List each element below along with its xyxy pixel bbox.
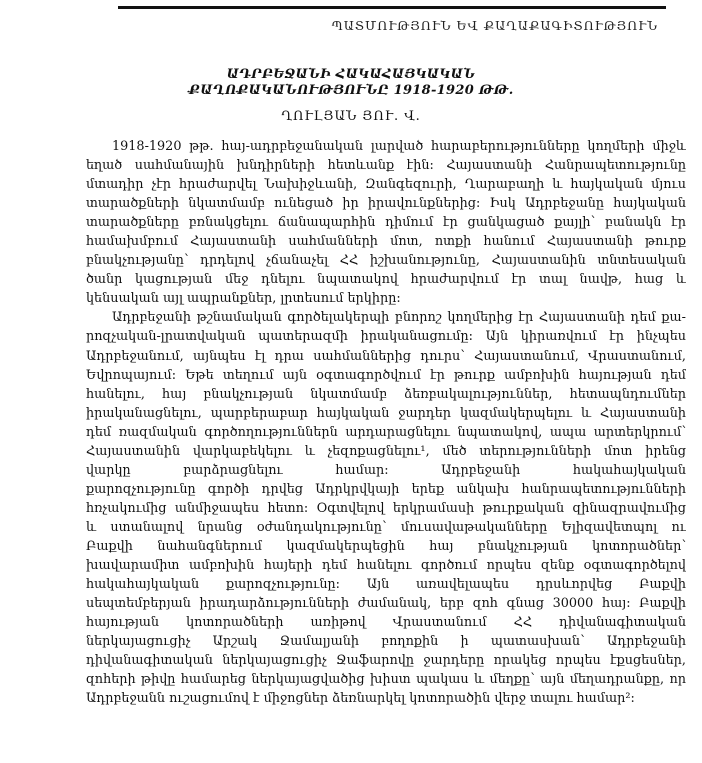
running-head: ՊԱՏՄՈՒԹՅՈՒՆ ԵՎ ՔԱՂԱՔԱԳԻՏՈՒԹՅՈՒՆ [331,18,658,33]
body-line: 1918-1920 թթ. հայ-ադրբեջանական լարված հարաբերությունները կողմերի միջև [112,139,686,154]
body-line: ներկայացուցիչ Արշակ Ջամալյանի բողոքին ի պատասխան՝ Ադրբեջանի [86,634,686,650]
body-line: Եվրոպայում: Եթե տեղում այն օգտագործվում էր թուրք ամբոխին հայության դեմ [86,367,686,383]
body-line: հանելու, հայ բնակչության նկատմամբ ձեռբակալություններ, հետապնդումներ [86,386,686,402]
body-line: ծանր կացության մեջ դնելու նպատակով հրաժարվում էր տալ նավթ, հաց և [86,272,686,288]
body-line: Ադրբեջանն ուշացումով է միջոցներ ձեռնարկել կոտորածին վերջ տալու համար²: [86,691,635,707]
author: ՂՈՒԼՅԱՆ ՅՈՒ. Վ. [281,109,421,124]
body-line: տարածքների նկատմամբ ունեցած իր իրավունքներից: Իսկ Ադրբեջանը հայկական [86,196,686,212]
body-line: զոհերի թիվը համարեց ներկայացվածից խիստ պակաս և մեղքը՝ այն մեղադրանքը, որ [86,672,686,688]
body-line: իրականացնելու, պարբերաբար հայկական ջարդեր կազմակերպելու և Հայաստանի [86,405,686,421]
body-line: կենսական այլ ապրանքներ, լրտեսում երկիրը: [86,291,401,307]
body-line: խավարամիտ ամբոխին հայերի դեմ հանելու գործում որպես զենք օգտագործելով [86,558,686,574]
body-line: հայության կոտորածների առիթով Վրաստանում ՀՀ դիվանագիտական [86,615,686,631]
body-line: հակահայկական քարոզչությունը: Այն առավելապես դրսևորվեց Բաքվի [86,577,686,593]
body-line: քարոզչությունը գործի դրվեց Ադրկրվկայի երեք անկախ հանրապետությունների [86,481,686,497]
body-line: տարածքները բռնակցելու ճանապարհին դիմում էր ցանկացած քայլի՝ բանակն էր [86,215,686,231]
article-title-line-1: ԱԴՐԲԵՋԱՆԻ ՀԱԿԱՀԱՅԿԱԿԱՆ [226,67,476,82]
body-line: բնակչությանը՝ դրդելով չճանաչել ՀՀ իշխանությունը, Հայաստանին տնտեսական [86,253,686,269]
body-line: րոզչական-լրատվական պատերազմի իրականացումը: Այն կիրառվում էր ինչպես [86,329,686,345]
paragraph-1 [86,137,686,308]
body-line: համախմբում Հայաստանի սահմանների մոտ, ոտքի հանում Հայաստանի թուրք [86,234,686,250]
body-line: վարկը բարձրացնելու համար: Ադրբեջանի հակահայկական [86,462,686,478]
body-line: Ադրբեջանում, այնպես էլ դրա սահմաններից դուրս՝ Հայաստանում, Վրաստանում, [86,348,686,364]
body-line: սեպտեմբերյան իրադարձությունների ժամանակ, երբ զոհ գնաց 30000 հայ: Բաքվի [86,596,686,612]
body-line: Բաքվի նահանգներում կազմակերպեցին հայ բնակչության կոտորածներ՝ [86,538,686,554]
body-line: եղած սահմանային խնդիրների հետևանք էին: Հայաստանի Հանրապետությունը [86,158,686,174]
body-line: Հայաստանին վարկաբեկելու և չեզոքացնելու¹, մեծ տերությունների մոտ իրենց [86,443,686,459]
article-body [86,137,686,708]
body-line: և ստանալով նրանց օժանդակությունը՝ մուսավաթականները Ելիզավետպոլ ու [86,519,686,535]
body-line: Ադրբեջանի թշնամական գործելակերպի բնորոշ կողմերից էր Հայաստանի դեմ քա- [112,310,686,326]
body-line: մտադիր չէր հրաժարվել Նախիջևանի, Զանգեզուրի, Ղարաբաղի և հայկական մյուս [86,177,686,193]
body-line: դեմ ռազմական գործողություններն արդարացնելու նպատակով, ապա արտերկրում՝ [86,424,686,440]
article-title-line-2: ՔԱՂՈՔԱԿԱՆՈՒԹՅՈՒՆԸ 1918-1920 ԹԹ. [188,83,514,98]
top-rule [118,6,666,9]
paragraph-2 [86,308,686,708]
body-line: հռչակումից անմիջապես հետո: Օգտվելով երկրամասի թուրքական զինազրավումից [86,500,686,516]
body-line: դիվանագիտական ներկայացուցիչ Ջաֆարովը ջարդերը որակեց որպես էքսցեսներ, [86,653,686,669]
